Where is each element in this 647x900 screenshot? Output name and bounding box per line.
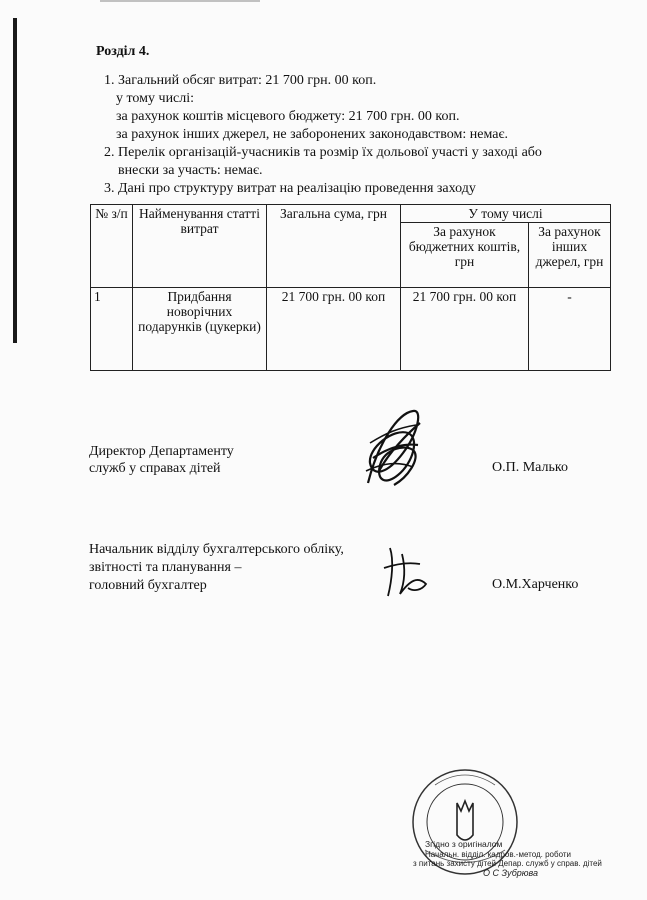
row-name: Придбання новорічних подарунків (цукерки)	[133, 288, 267, 371]
row-other: -	[529, 288, 611, 371]
scan-top-mark	[100, 0, 260, 2]
row-total: 21 700 грн. 00 коп	[267, 288, 401, 371]
item-1-sub: у тому числі:	[116, 91, 195, 106]
row-number: 1	[91, 288, 133, 371]
signature-2-image	[380, 540, 432, 602]
section-title: Розділ 4.	[96, 44, 150, 59]
official-stamp	[395, 765, 602, 885]
item-3: 3. Дані про структуру витрат на реалізацію проведення заходу	[104, 181, 476, 196]
signature-1-image	[358, 403, 430, 495]
expenses-table	[90, 204, 611, 371]
item-1: 1. Загальний обсяг витрат: 21 700 грн. 00 коп.	[104, 73, 377, 88]
item-1-other: за рахунок інших джерел, не заборонених законодавством: немає.	[116, 127, 508, 142]
signatory-2-name: О.М.Харченко	[492, 577, 579, 592]
stamp-text-line-4: О С Зубрюва	[483, 868, 539, 878]
scan-edge-mark	[13, 18, 17, 343]
signatory-1-title-line-1: Директор Департаменту	[89, 444, 234, 459]
item-2: 2. Перелік організацій-учасників та розмір їх дольової участі у заході або	[104, 145, 542, 160]
table-row	[91, 288, 611, 371]
col-including-header: У тому числі	[401, 205, 611, 223]
col-number-header: № з/п	[91, 205, 133, 288]
stamp-text-line-1: Згідно з оригіналом	[425, 839, 503, 849]
col-budget-header: За рахунок бюджетних коштів, грн	[401, 223, 529, 288]
row-budget: 21 700 грн. 00 коп	[401, 288, 529, 371]
signatory-2-title-line-1: Начальник відділу бухгалтерського обліку,	[89, 542, 344, 557]
stamp-text-line-3: з питань захисту дітей Депар. служб у справ. дітей	[413, 859, 602, 868]
col-name-header: Найменування статті витрат	[133, 205, 267, 288]
col-total-header: Загальна сума, грн	[267, 205, 401, 288]
signatory-1-name: О.П. Малько	[492, 460, 568, 475]
item-1-budget: за рахунок коштів місцевого бюджету: 21 700 грн. 00 коп.	[116, 109, 460, 124]
col-other-header: За рахунок інших джерел, грн	[529, 223, 611, 288]
stamp-text-line-2: Начальн. відділ. кадров.-метод. роботи	[425, 850, 571, 859]
signatory-2-title-line-2: звітності та планування –	[89, 560, 242, 575]
item-2-cont: внески за участь: немає.	[118, 163, 263, 178]
signatory-1-title-line-2: служб у справах дітей	[89, 461, 221, 476]
signatory-2-title-line-3: головний бухгалтер	[89, 578, 207, 593]
